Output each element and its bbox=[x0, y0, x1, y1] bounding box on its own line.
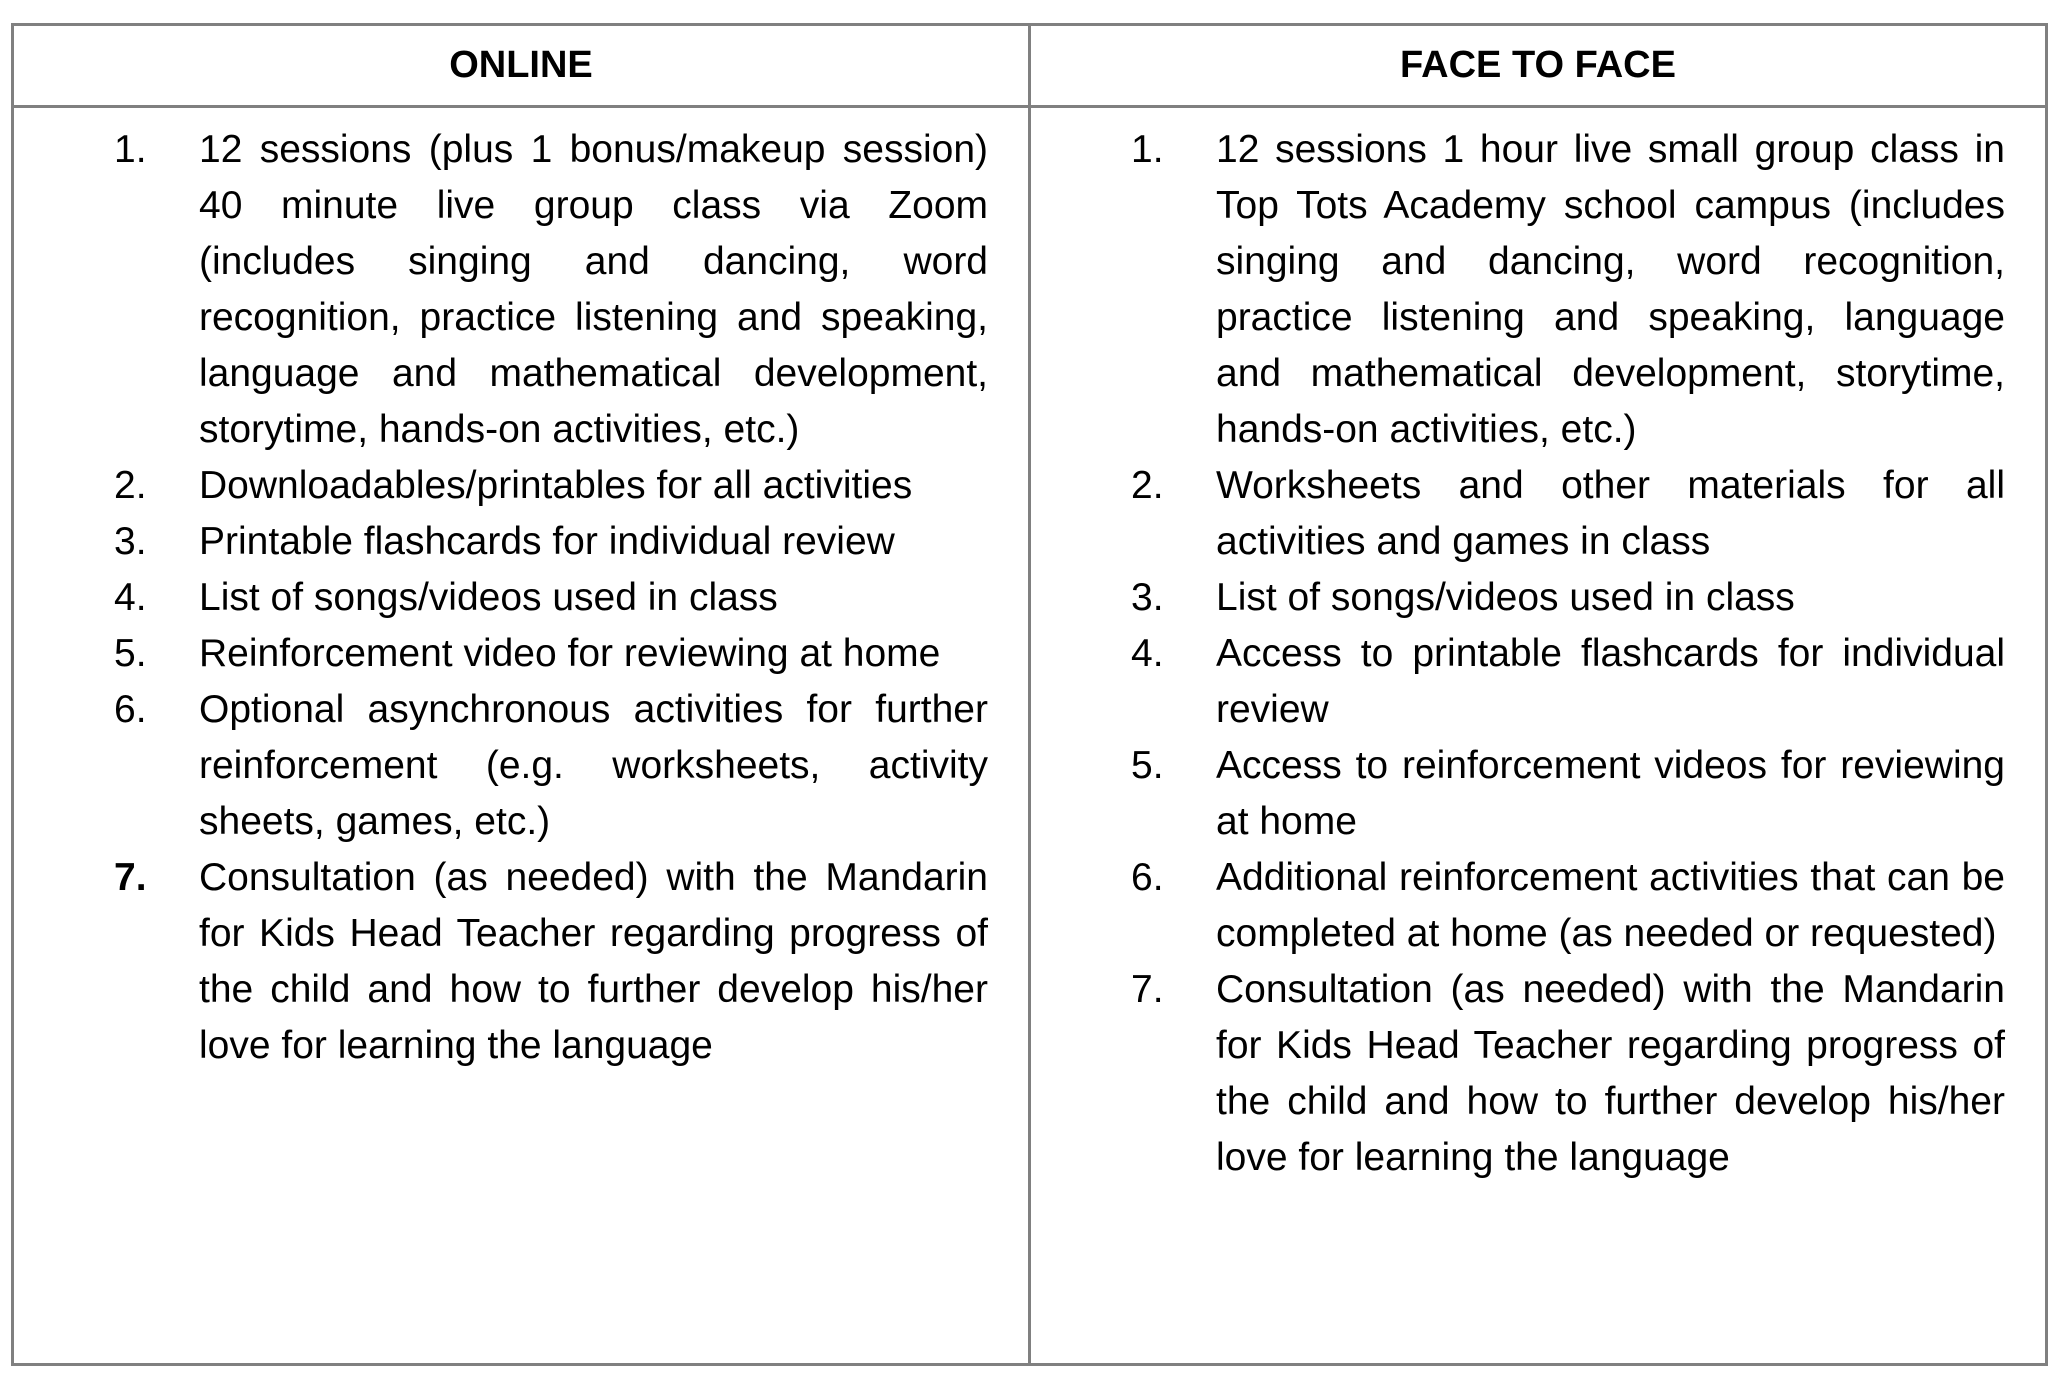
column-header-face-to-face: FACE TO FACE bbox=[1030, 25, 2047, 107]
online-column-cell bbox=[13, 107, 1030, 1365]
list-item-text: 12 sessions (plus 1 bonus/makeup session) 40 minute live group class via Zoom (includes singing and dancing, word recognition, practice listening and speaking, language and mathematical development, storytime, hands-on activities, etc.) bbox=[199, 128, 988, 451]
list-item-number: 6. bbox=[1131, 856, 1164, 899]
list-item-number: 1. bbox=[1131, 128, 1164, 171]
list-item bbox=[1031, 962, 2005, 1186]
list-item-text: Access to reinforcement videos for reviewing at home bbox=[1216, 744, 2005, 843]
list-item-number: 7. bbox=[1131, 968, 1164, 1011]
list-item bbox=[14, 458, 988, 514]
list-item-number: 3. bbox=[1131, 576, 1164, 619]
list-item-number: 2. bbox=[1131, 464, 1164, 507]
list-item-number: 4. bbox=[114, 576, 147, 619]
list-item bbox=[1031, 570, 2005, 626]
list-item-text: Printable flashcards for individual review bbox=[199, 520, 895, 563]
body-row bbox=[13, 107, 2047, 1365]
list-item-text: List of songs/videos used in class bbox=[199, 576, 778, 619]
list-item-text: Consultation (as needed) with the Mandarin for Kids Head Teacher regarding progress of the child and how to further develop his/her love for learning the language bbox=[199, 856, 988, 1067]
list-item-text: Downloadables/printables for all activities bbox=[199, 464, 913, 507]
list-item bbox=[1031, 626, 2005, 738]
list-item-number: 4. bbox=[1131, 632, 1164, 675]
list-item-number: 1. bbox=[114, 128, 147, 171]
list-item bbox=[1031, 738, 2005, 850]
list-item-text: Optional asynchronous activities for further reinforcement (e.g. worksheets, activity sheets, games, etc.) bbox=[199, 688, 988, 843]
list-item bbox=[14, 122, 988, 458]
list-item-text: List of songs/videos used in class bbox=[1216, 576, 1795, 619]
list-item bbox=[14, 682, 988, 850]
list-item-text: Access to printable flashcards for individual review bbox=[1216, 632, 2005, 731]
list-item-text: 12 sessions 1 hour live small group class in Top Tots Academy school campus (includes singing and dancing, word recognition, practice listening and speaking, language and mathematical development, storytime, hands-on activities, etc.) bbox=[1216, 128, 2005, 451]
list-item-text: Additional reinforcement activities that can be completed at home (as needed or requested) bbox=[1216, 856, 2005, 955]
header-row bbox=[13, 25, 2047, 107]
list-item bbox=[1031, 458, 2005, 570]
list-item-text: Reinforcement video for reviewing at home bbox=[199, 632, 941, 675]
column-header-online: ONLINE bbox=[13, 25, 1030, 107]
list-item-number: 3. bbox=[114, 520, 147, 563]
face-to-face-column-cell bbox=[1030, 107, 2047, 1365]
comparison-table bbox=[11, 23, 2048, 1366]
list-item-number: 6. bbox=[114, 688, 147, 731]
list-item-text: Worksheets and other materials for all activities and games in class bbox=[1216, 464, 2005, 563]
list-item bbox=[1031, 122, 2005, 458]
list-item bbox=[14, 850, 988, 1074]
list-item-number: 2. bbox=[114, 464, 147, 507]
list-item bbox=[1031, 850, 2005, 962]
list-item bbox=[14, 626, 988, 682]
list-item-number: 7. bbox=[114, 856, 147, 899]
list-item bbox=[14, 514, 988, 570]
list-item bbox=[14, 570, 988, 626]
list-item-number: 5. bbox=[114, 632, 147, 675]
list-item-text: Consultation (as needed) with the Mandarin for Kids Head Teacher regarding progress of the child and how to further develop his/her love for learning the language bbox=[1216, 968, 2005, 1179]
list-item-number: 5. bbox=[1131, 744, 1164, 787]
